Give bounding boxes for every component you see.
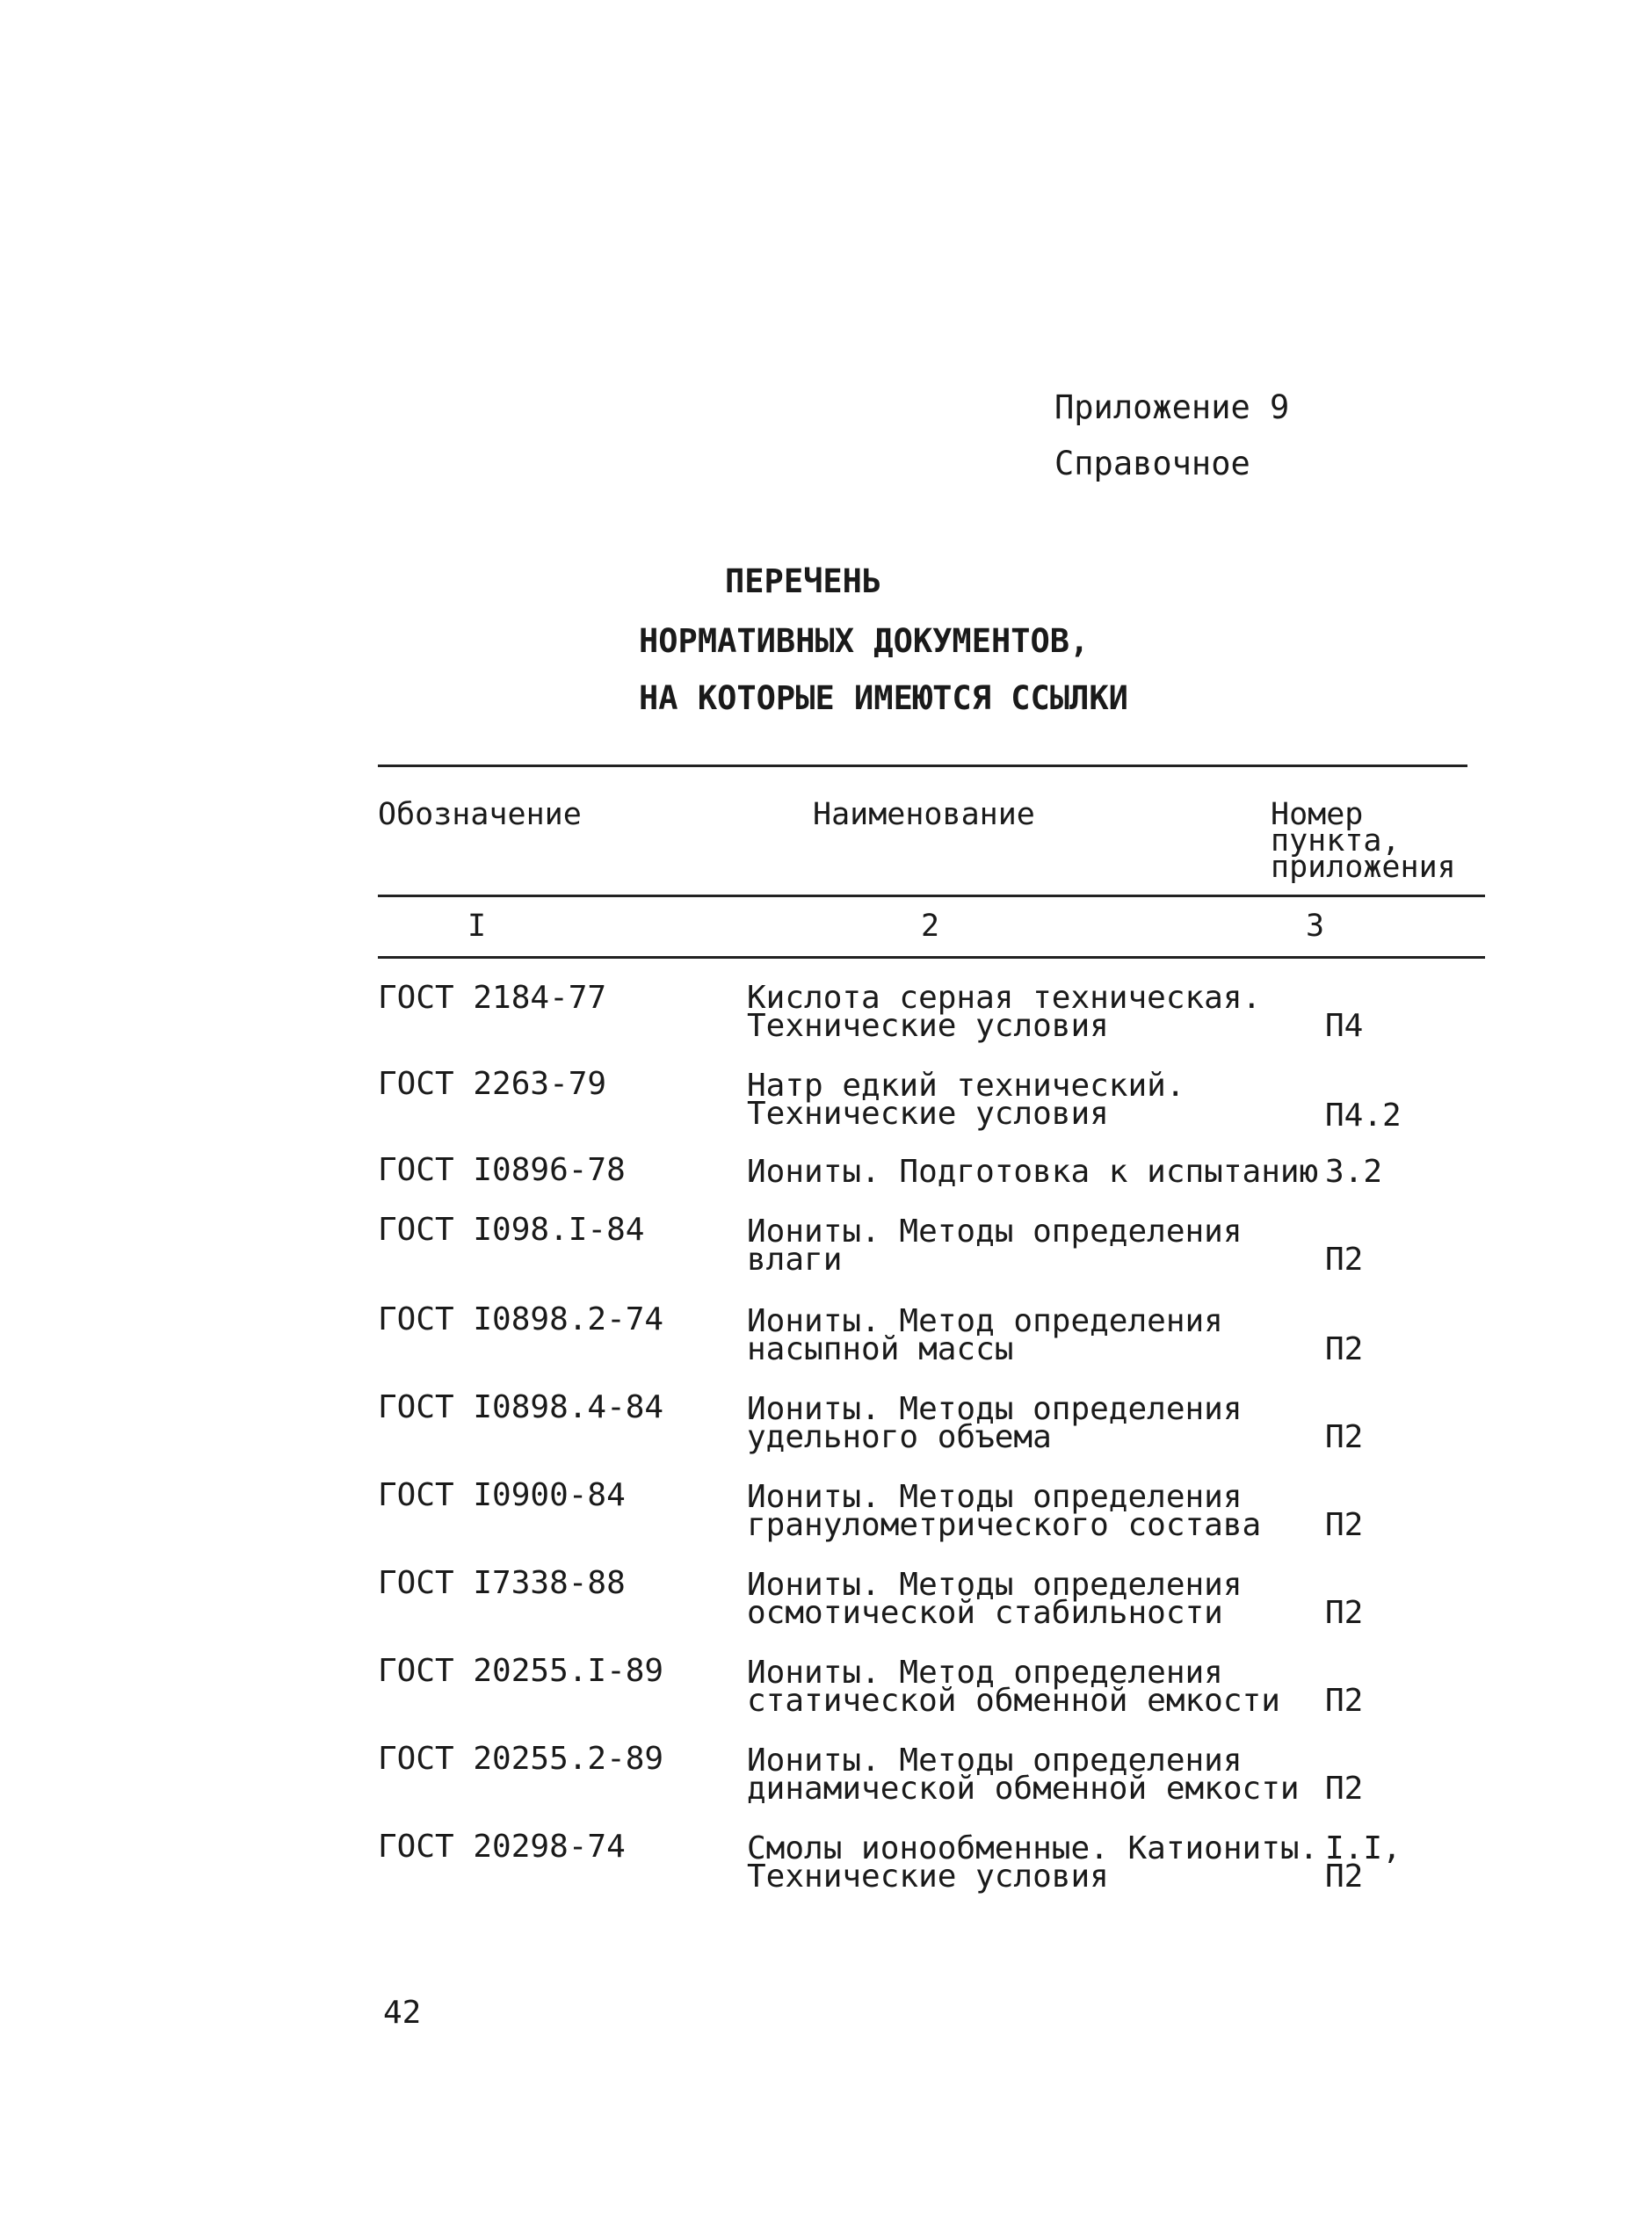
row-1-name-cont: Технические условия (747, 1008, 1109, 1044)
row-10-name: Иониты. Методы определения (747, 1743, 1243, 1779)
row-2-ref: П4.2 (1325, 1098, 1402, 1134)
row-11-name: Смолы ионообменные. Катиониты. (747, 1830, 1319, 1866)
header-item-3: приложения (1271, 850, 1456, 885)
row-11-ref-cont: П2 (1325, 1859, 1364, 1895)
row-6-ref: П2 (1325, 1419, 1364, 1455)
appendix-kind: Справочное (1054, 445, 1250, 482)
row-6-name-cont: удельного объема (747, 1419, 1052, 1455)
row-5-name: Иониты. Метод определения (747, 1303, 1223, 1339)
row-6-code: ГОСТ I0898.4-84 (378, 1389, 664, 1425)
col-number-2: 2 (921, 909, 940, 944)
row-11-code: ГОСТ 20298-74 (378, 1829, 626, 1865)
page-number: 42 (383, 1995, 422, 2031)
row-2-code: ГОСТ 2263-79 (378, 1066, 607, 1102)
row-2-name: Натр едкий технический. (747, 1068, 1185, 1104)
title-line-1: ПЕРЕЧЕНЬ (725, 562, 882, 600)
header-designation: Обозначение (378, 797, 582, 832)
row-10-ref: П2 (1325, 1771, 1364, 1807)
table-top-rule (378, 765, 1467, 767)
row-9-ref: П2 (1325, 1683, 1364, 1719)
row-5-name-cont: насыпной массы (747, 1331, 1014, 1367)
row-10-code: ГОСТ 20255.2-89 (378, 1741, 664, 1777)
row-5-code: ГОСТ I0898.2-74 (378, 1301, 664, 1337)
row-3-code: ГОСТ I0896-78 (378, 1152, 626, 1188)
row-4-name: Иониты. Методы определения (747, 1214, 1243, 1250)
row-4-ref: П2 (1325, 1242, 1364, 1278)
row-7-name-cont: гранулометрического состава (747, 1507, 1262, 1543)
title-line-3: НА КОТОРЫЕ ИМЕЮТСЯ ССЫЛКИ (639, 679, 1128, 717)
row-11-name-cont: Технические условия (747, 1859, 1109, 1895)
numbers-rule (378, 956, 1485, 959)
row-9-name: Иониты. Метод определения (747, 1655, 1223, 1691)
row-1-name: Кислота серная техническая. (747, 980, 1262, 1016)
header-name: Наименование (813, 797, 1035, 832)
row-3-name: Иониты. Подготовка к испытанию (747, 1154, 1319, 1190)
col-number-1: I (467, 909, 487, 944)
row-10-name-cont: динамической обменной емкости (747, 1771, 1300, 1807)
row-5-ref: П2 (1325, 1331, 1364, 1367)
row-8-ref: П2 (1325, 1595, 1364, 1631)
row-8-name: Иониты. Методы определения (747, 1567, 1243, 1603)
row-7-ref: П2 (1325, 1507, 1364, 1543)
row-8-name-cont: осмотической стабильности (747, 1595, 1223, 1631)
row-4-name-cont: влаги (747, 1242, 843, 1278)
col-number-3: 3 (1306, 909, 1325, 944)
row-7-code: ГОСТ I0900-84 (378, 1477, 626, 1513)
row-1-code: ГОСТ 2184-77 (378, 980, 607, 1016)
row-3-ref: 3.2 (1325, 1154, 1383, 1190)
row-4-code: ГОСТ I098.I-84 (378, 1212, 645, 1248)
header-rule (378, 895, 1485, 897)
row-9-code: ГОСТ 20255.I-89 (378, 1653, 664, 1689)
header-item-1: Номер (1271, 797, 1364, 832)
appendix-label: Приложение 9 (1054, 388, 1290, 426)
row-11-ref: I.I, (1325, 1830, 1402, 1866)
row-1-ref: П4 (1325, 1008, 1364, 1044)
title-line-2: НОРМАТИВНЫХ ДОКУМЕНТОВ, (639, 622, 1090, 660)
header-item-2: пункта, (1271, 823, 1401, 859)
row-9-name-cont: статической обменной емкости (747, 1683, 1280, 1719)
row-6-name: Иониты. Методы определения (747, 1391, 1243, 1427)
row-8-code: ГОСТ I7338-88 (378, 1565, 626, 1601)
row-2-name-cont: Технические условия (747, 1096, 1109, 1132)
row-7-name: Иониты. Методы определения (747, 1479, 1243, 1515)
